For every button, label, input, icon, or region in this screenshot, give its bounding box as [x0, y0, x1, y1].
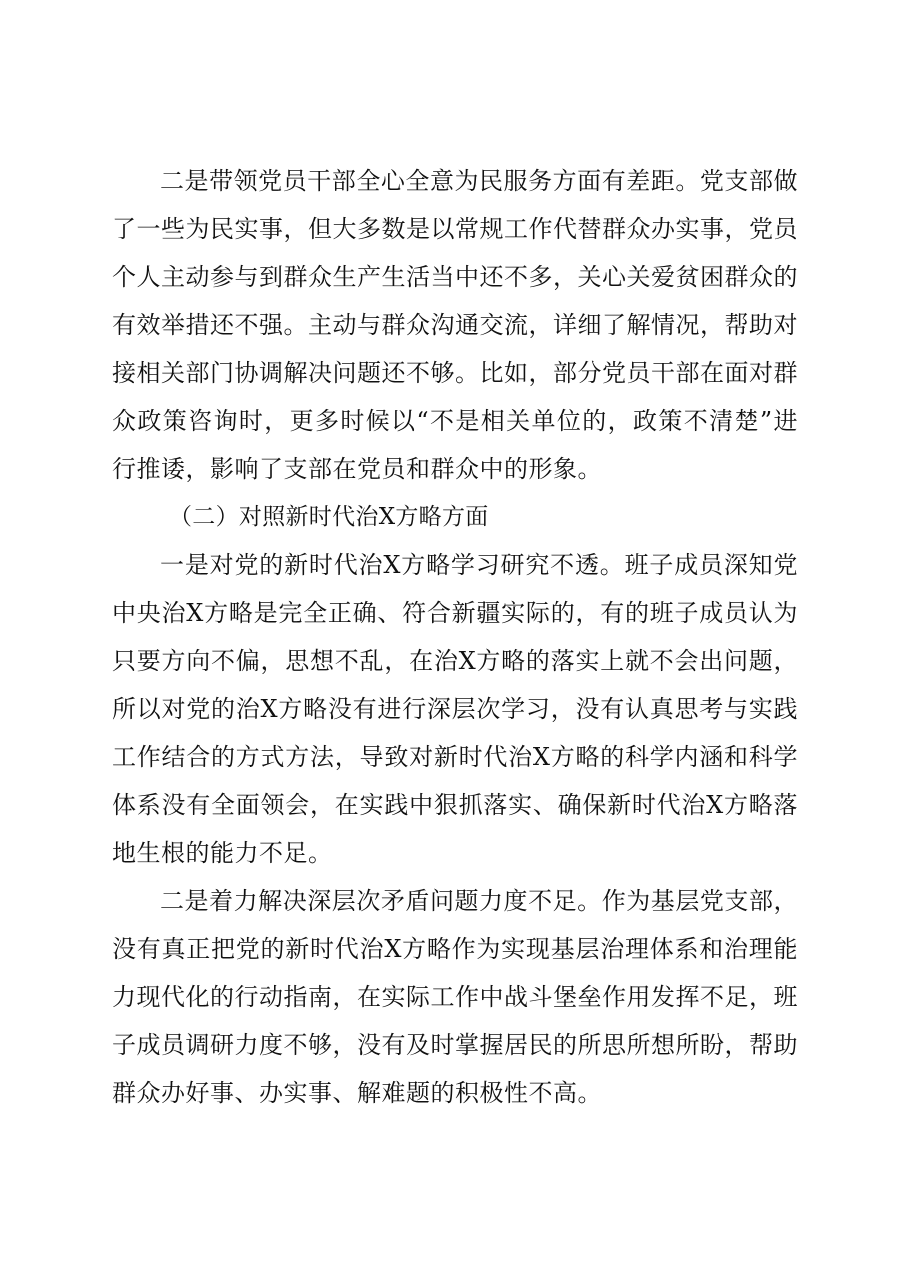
document-body	[112, 157, 798, 1117]
paragraph-service-gap: 二是带领党员干部全心全意为民服务方面有差距。党支部做了一些为民实事，但大多数是以常规工作代替群众办实事，党员个人主动参与到群众生产生活当中还不多，关心关爱贫困群众的有效举措还不强。主动与群众沟通交流，详细了解情况，帮助对接相关部门协调解决问题还不够。比如，部分党员干部在面对群众政策咨询时，更多时候以“不是相关单位的，政策不清楚”进行推诿，影响了支部在党员和群众中的形象。	[112, 167, 798, 483]
paragraph-deep-issues: 二是着力解决深层次矛盾问题力度不足。作为基层党支部，没有真正把党的新时代治X方略作为实现基层治理体系和治理能力现代化的行动指南，在实际工作中战斗堡垒作用发挥不足，班子成员调研力度不够，没有及时掌握居民的所思所想所盼，帮助群众办好事、办实事、解难题的积极性不高。	[112, 887, 798, 1107]
section-heading: （二）对照新时代治X方略方面	[169, 504, 489, 530]
paragraph-study-insufficient: 一是对党的新时代治X方略学习研究不透。班子成员深知党中央治X方略是完全正确、符合新疆实际的，有的班子成员认为只要方向不偏，思想不乱，在治X方略的落实上就不会出问题，所以对党的治X方略没有进行深层次学习，没有认真思考与实践工作结合的方式方法，导致对新时代治X方略的科学内涵和科学体系没有全面领会，在实践中狠抓落实、确保新时代治X方略落地生根的能力不足。	[112, 551, 798, 867]
